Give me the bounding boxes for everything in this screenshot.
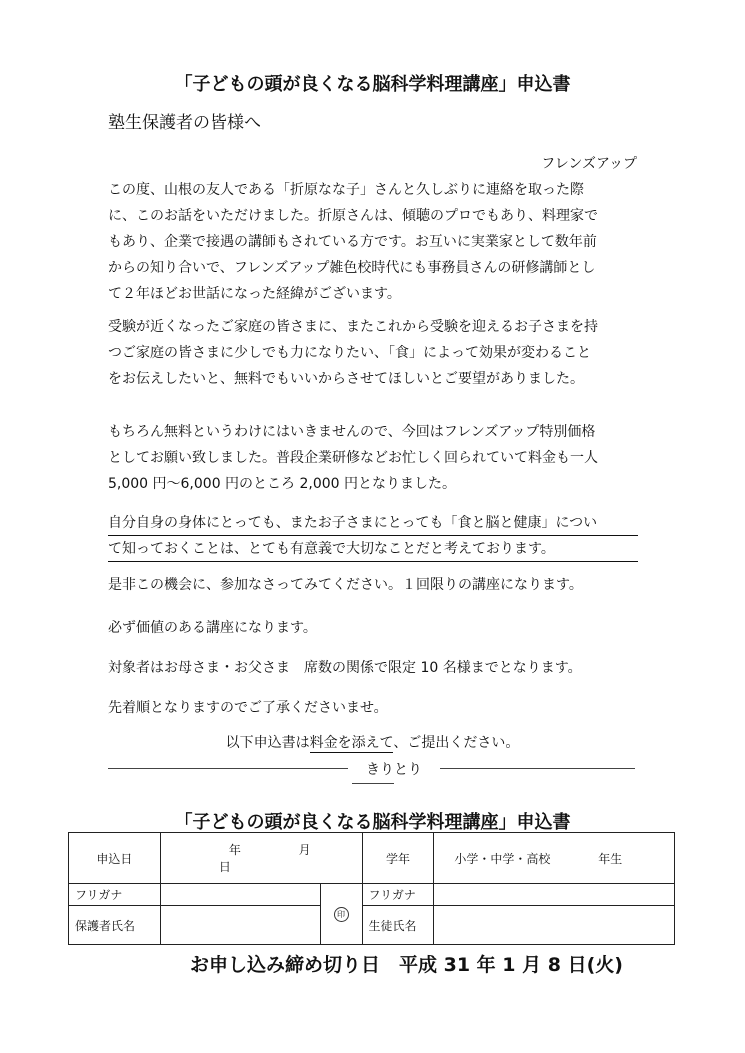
seal-icon: 印 (334, 907, 349, 922)
day-label: 日 (218, 860, 231, 874)
application-form (68, 832, 675, 945)
text-line: としてお願い致しました。普段企業研修などお忙しく回られていて料金も一人 (108, 450, 598, 466)
seal-cell (320, 884, 362, 945)
student-furigana-label: フリガナ (362, 884, 434, 906)
date-label: 申込日 (69, 833, 161, 884)
text-line: からの知り合いで、フレンズアップ雑色校時代にも事務員さんの研修講師とし (108, 260, 596, 276)
year-label: 年 (228, 843, 241, 857)
cut-line (440, 768, 635, 769)
paragraph-purpose (108, 314, 638, 392)
sender-name: フレンズアップ (541, 156, 637, 172)
text-line: をお伝えしたいと、無料でもいいからさせてほしいとご要望がありました。 (108, 371, 584, 387)
paragraph-intro (108, 177, 638, 307)
date-field[interactable] (160, 833, 362, 884)
cut-label-underline (352, 783, 394, 784)
note-text: 以下申込書は (225, 735, 310, 751)
grade-label: 学年 (362, 833, 434, 884)
guardian-name-field[interactable] (160, 906, 320, 945)
text-line: つご家庭の皆さまに少しでも力になりたい、「食」によって効果が変わること (108, 345, 591, 361)
school-options: 小学・中学・高校 (454, 851, 551, 866)
text-line: 必ず価値のある講座になります。 (108, 620, 317, 636)
text-line: 受験が近くなったご家庭の皆さまに、またこれから受験を迎えるお子さまを持 (108, 319, 598, 335)
grade-field[interactable] (434, 833, 675, 884)
student-name-field[interactable] (434, 906, 675, 945)
note-underlined: 料金を添えて (309, 735, 394, 751)
student-name-label: 生徒氏名 (362, 906, 434, 945)
note-text: 、ご提出ください。 (393, 735, 520, 751)
cut-label: きりとり (366, 762, 422, 778)
form-title: 「子どもの頭が良くなる脳科学料理講座」申込書 (174, 812, 571, 833)
underlined-line: 自分自身の身体にとっても、またお子さまにとっても「食と脳と健康」につい (108, 512, 638, 536)
month-label: 月 (298, 843, 311, 857)
submission-note (0, 732, 745, 752)
salutation: 塾生保護者の皆様へ (108, 113, 261, 133)
guardian-furigana-label: フリガナ (69, 884, 161, 906)
text-line: て２年ほどお世話になった経緯がございます。 (108, 286, 401, 302)
text-line: 是非この機会に、参加なさってみてください。１回限りの講座になります。 (108, 577, 583, 593)
document-title: 「子どもの頭が良くなる脳科学料理講座」申込書 (174, 74, 571, 95)
text-line: この度、山根の友人である「折原なな子」さんと久しぶりに連絡を取った際 (108, 182, 584, 198)
text-line: もあり、企業で接遇の講師もされている方です。お互いに実業家として数年前 (108, 234, 597, 250)
text-line: 先着順となりますのでご了承くださいませ。 (108, 700, 388, 716)
grade-suffix: 年生 (598, 851, 623, 866)
guardian-furigana-field[interactable] (160, 884, 320, 906)
text-line: 対象者はお母さま・お父さま 席数の関係で限定 10 名様までとなります。 (108, 660, 582, 676)
student-furigana-field[interactable] (434, 884, 675, 906)
paragraph-price (108, 419, 638, 497)
text-line: 5,000 円～6,000 円のところ 2,000 円となりました。 (108, 476, 457, 492)
underlined-line: て知っておくことは、とても有意義で大切なことだと考えております。 (108, 538, 638, 562)
text-line: もちろん無料というわけにはいきませんので、今回はフレンズアップ特別価格 (108, 424, 596, 440)
cut-line (108, 768, 348, 769)
guardian-name-label: 保護者氏名 (69, 906, 161, 945)
text-line: に、このお話をいただけました。折原さんは、傾聴のプロでもあり、料理家で (108, 208, 598, 224)
paragraph-emphasis (108, 512, 638, 564)
deadline-notice: お申し込み締め切り日 平成 31 年 1 月 8 日(火) (190, 954, 623, 976)
